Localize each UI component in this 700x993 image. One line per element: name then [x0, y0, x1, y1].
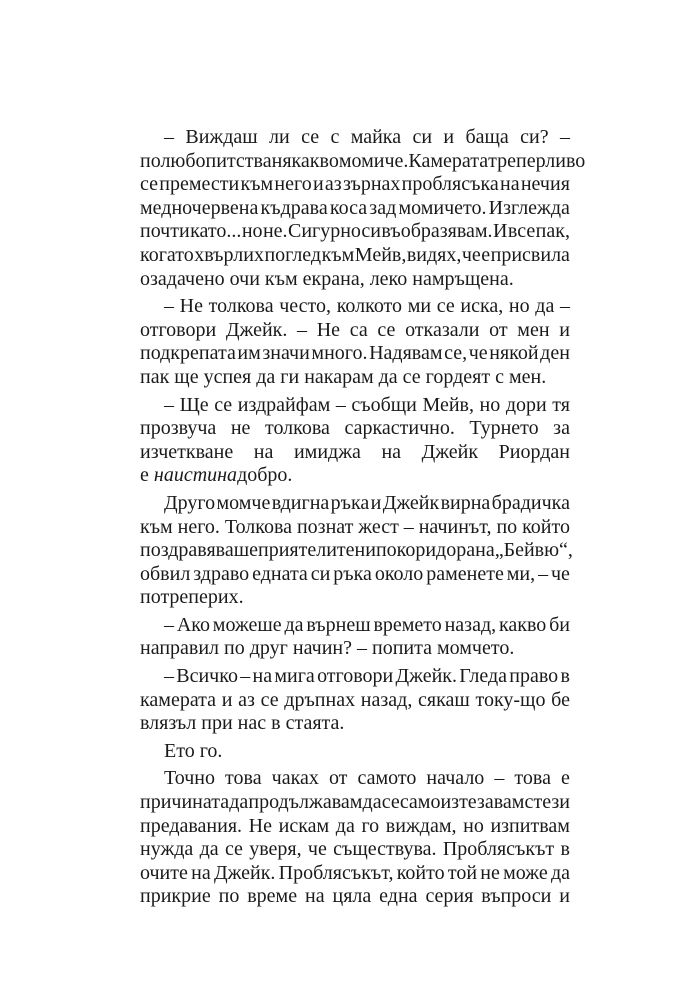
word: поздравяваше — [140, 539, 259, 562]
word: си — [361, 220, 381, 243]
word: се — [260, 688, 279, 711]
word: тя — [552, 393, 570, 416]
word: брадичка — [491, 491, 570, 514]
word: – — [560, 126, 570, 148]
text-line — [140, 689, 570, 713]
word: да — [284, 613, 304, 636]
word: и — [370, 491, 382, 514]
text-line — [140, 862, 570, 886]
word: Джейк — [421, 440, 479, 463]
word: ли — [269, 126, 290, 148]
word: попита — [371, 637, 432, 660]
word: с — [330, 126, 340, 148]
word: едната — [252, 562, 308, 585]
word: да — [550, 861, 570, 884]
word: – — [240, 665, 251, 688]
word: като... — [190, 220, 242, 243]
word: това — [225, 767, 262, 790]
word: намръщена. — [412, 267, 514, 290]
text-line — [140, 220, 570, 244]
word: отказали — [405, 318, 480, 341]
word: в — [560, 665, 570, 688]
word: въпроси — [481, 885, 552, 908]
word: саркастично. — [344, 417, 455, 440]
word: него. — [177, 515, 220, 538]
word: Джейк. — [395, 665, 458, 688]
word: Надявам — [369, 342, 443, 365]
word: момчето. — [436, 637, 515, 660]
word: е — [561, 767, 570, 790]
word: да — [199, 838, 219, 861]
word: – — [164, 126, 174, 148]
paragraph — [140, 295, 570, 389]
word: влязъл — [140, 712, 197, 735]
word: поглед — [264, 243, 322, 266]
word: успея — [203, 365, 252, 388]
word: дори — [505, 393, 547, 416]
word: вдигна — [271, 491, 330, 514]
text-line — [140, 149, 586, 174]
word: видях, — [406, 243, 462, 266]
word: гордеят — [425, 365, 491, 388]
word: зърнах — [342, 173, 401, 196]
word: дръпнах — [284, 688, 356, 711]
word: толкова — [208, 295, 274, 318]
word: – — [164, 295, 174, 318]
word: Джейк — [382, 491, 440, 514]
word: си — [310, 562, 331, 585]
word: някакво — [271, 149, 339, 172]
word: се — [224, 838, 243, 861]
text-line — [140, 366, 570, 390]
word: зад — [369, 196, 397, 219]
word: Турнето — [469, 417, 539, 440]
word: ръка — [330, 491, 370, 514]
word: на — [252, 665, 273, 688]
text-line — [140, 885, 570, 909]
word: да — [335, 814, 355, 837]
word: когато — [140, 243, 194, 266]
word: баща — [465, 126, 509, 148]
text-line — [164, 126, 570, 150]
word: серия — [425, 885, 474, 908]
word: Проблясъкът — [442, 838, 555, 861]
word: ще — [174, 365, 199, 388]
word: е — [481, 243, 491, 266]
word: камерата — [140, 688, 217, 711]
word: премести — [159, 173, 240, 196]
word: че — [307, 838, 327, 861]
word: здраво — [193, 562, 250, 585]
paragraph — [140, 665, 570, 736]
word: ни — [354, 539, 376, 562]
word: на — [381, 440, 402, 463]
paragraph — [140, 126, 586, 291]
word: начало — [426, 767, 485, 790]
word: полюбопитства — [140, 149, 272, 172]
word: се — [301, 126, 320, 148]
word: го — [361, 814, 380, 837]
word: искам — [278, 814, 330, 837]
word: в — [560, 838, 570, 861]
word: очи — [229, 267, 260, 290]
word: е наистинадобро. — [140, 464, 293, 487]
word: пак — [140, 365, 170, 388]
text-line — [140, 342, 570, 366]
word: Джейк. — [213, 861, 276, 884]
word: нечия — [520, 173, 570, 196]
word: Джейк. — [225, 318, 288, 341]
word: самоизтезавам — [399, 791, 525, 814]
word: стаята. — [285, 712, 345, 735]
word: проблясъка — [401, 173, 499, 196]
word: не — [480, 861, 500, 884]
word: изпитвам — [490, 814, 570, 837]
word: очите — [140, 861, 188, 884]
word: Точно — [164, 767, 215, 790]
word: продължавам — [248, 791, 363, 814]
paragraph — [140, 740, 570, 764]
word: току-що — [475, 688, 546, 711]
word: на — [191, 861, 211, 884]
word: – — [403, 515, 414, 538]
text-line — [140, 516, 570, 540]
word: – — [164, 393, 174, 416]
word: Сигурно — [287, 220, 361, 243]
word: назад, — [444, 613, 497, 636]
word: по — [218, 885, 240, 908]
word: съобщи — [351, 393, 417, 416]
text-line — [140, 268, 570, 292]
word: Риордан — [498, 440, 570, 463]
word: че — [468, 342, 488, 365]
text-line — [140, 197, 570, 221]
word: за — [553, 417, 570, 440]
word: Не — [179, 295, 203, 318]
word: какво — [498, 613, 547, 636]
word: познат — [296, 515, 354, 538]
word: от — [328, 767, 348, 790]
word: често, — [279, 295, 332, 318]
word: Гледа — [459, 665, 508, 688]
word: – — [559, 295, 570, 318]
word: който — [396, 861, 445, 884]
word: на — [253, 440, 274, 463]
text-line — [140, 586, 570, 610]
word: присвила — [490, 243, 570, 266]
word: екрана, — [302, 267, 365, 290]
word: отговори — [140, 318, 217, 341]
word: аз — [324, 173, 342, 196]
word: треперливо — [488, 149, 586, 172]
word: подкрепата — [140, 342, 236, 365]
word: потреперих. — [140, 586, 244, 609]
word: майка — [350, 126, 402, 148]
word: на — [475, 539, 495, 562]
word: се — [436, 295, 455, 318]
word: да — [256, 365, 276, 388]
word: приятелите — [258, 539, 355, 562]
word: се, — [444, 342, 468, 365]
text-line — [140, 838, 570, 862]
word: да — [378, 365, 398, 388]
text-line — [140, 173, 570, 197]
word: се — [402, 365, 421, 388]
word: вирна — [440, 491, 491, 514]
word: който — [522, 515, 570, 538]
word: аз — [238, 688, 255, 711]
word: се — [381, 791, 400, 814]
word: И — [493, 220, 508, 243]
text-line — [140, 815, 570, 839]
word: медночервена — [140, 196, 259, 219]
word: прикрие — [140, 885, 211, 908]
word: раменете — [426, 562, 504, 585]
word: предавания. — [140, 814, 243, 837]
word: и — [559, 318, 570, 341]
text-line — [140, 441, 570, 465]
word: направил — [140, 637, 220, 660]
word: озадачено — [140, 267, 225, 290]
word: – — [164, 665, 174, 688]
word: от — [489, 318, 508, 341]
paragraph — [140, 767, 570, 909]
word: чаках — [271, 767, 319, 790]
word: им — [237, 342, 261, 365]
word: пак, — [535, 220, 570, 243]
word: се — [214, 393, 233, 416]
word: коса — [329, 196, 368, 219]
word: цяла — [332, 885, 372, 908]
word: много. — [311, 342, 368, 365]
word: мен. — [509, 365, 547, 388]
word: при — [201, 712, 233, 735]
text-line — [140, 712, 570, 736]
word: в — [271, 712, 281, 735]
word: да — [535, 295, 555, 318]
word: тези — [533, 791, 570, 814]
word: мига — [274, 665, 315, 688]
word: и — [443, 126, 455, 148]
word: Виждаш — [185, 126, 258, 148]
text-line — [140, 319, 570, 343]
word: някой — [489, 342, 539, 365]
word: но — [508, 295, 530, 318]
word: че — [461, 243, 481, 266]
word: – — [297, 318, 308, 341]
word: и — [221, 688, 233, 711]
word: – — [538, 562, 549, 585]
word: време — [247, 885, 298, 908]
word: ден — [540, 342, 570, 365]
word: назад, — [360, 688, 413, 711]
text-line — [140, 563, 570, 587]
word: ми — [407, 295, 432, 318]
text-line — [140, 539, 573, 563]
word: виждам, — [385, 814, 457, 837]
text-line — [140, 637, 570, 661]
text-line — [140, 791, 570, 815]
word: около — [374, 562, 424, 585]
word: бе — [551, 688, 570, 711]
word: към — [321, 243, 355, 266]
word: можеше — [212, 613, 282, 636]
text-line — [140, 244, 570, 268]
word: Не — [248, 814, 272, 837]
text-line — [164, 767, 570, 791]
word: може — [503, 861, 548, 884]
word: отговори — [317, 665, 394, 688]
word: на — [304, 885, 325, 908]
word: би — [549, 613, 570, 636]
word: една — [379, 885, 418, 908]
word: нужда — [140, 838, 194, 861]
word: по — [496, 515, 518, 538]
word: го. — [199, 739, 223, 762]
body-text — [140, 126, 586, 909]
word: толкова — [264, 417, 330, 440]
word: мен — [517, 318, 550, 341]
word: право — [509, 665, 559, 688]
word: почти — [140, 220, 190, 243]
word: не — [230, 417, 251, 440]
word: имиджа — [293, 440, 361, 463]
text-line — [164, 394, 570, 418]
text-line — [140, 464, 570, 488]
word: Всичко — [176, 665, 238, 688]
word: – — [356, 637, 367, 660]
word: хвърлих — [194, 243, 264, 266]
word: но — [241, 220, 263, 243]
word: Изглежда — [488, 196, 570, 219]
word: въобразявам. — [381, 220, 493, 243]
word: той — [447, 861, 478, 884]
word: и — [312, 173, 324, 196]
word: към — [240, 173, 274, 196]
word: Толкова — [224, 515, 293, 538]
word: леко — [369, 267, 408, 290]
word: че — [551, 562, 570, 585]
text-line — [164, 665, 570, 689]
word: прозвуча — [140, 417, 217, 440]
word: да — [362, 791, 382, 814]
word: самото — [357, 767, 417, 790]
word: с — [495, 365, 504, 388]
word: сякаш — [418, 688, 470, 711]
word: обвил — [140, 562, 191, 585]
word: къдрава — [260, 196, 328, 219]
word: значи — [262, 342, 310, 365]
text-line — [164, 295, 570, 319]
text-line — [164, 614, 570, 638]
word: да — [229, 791, 249, 814]
word: времето — [373, 613, 442, 636]
word: – — [164, 613, 174, 636]
word: „Бейвю“, — [494, 539, 573, 562]
word: накарам — [304, 365, 374, 388]
word: Ето — [164, 739, 195, 762]
word: начинът, — [418, 515, 492, 538]
word: Ще — [179, 393, 209, 416]
word: начин? — [292, 637, 352, 660]
word: уверя, — [249, 838, 302, 861]
word: и — [559, 885, 570, 908]
word: не. — [262, 220, 288, 243]
word: – — [494, 767, 505, 790]
word: иска, — [460, 295, 504, 318]
word: – — [335, 393, 346, 416]
word: към — [140, 515, 173, 538]
word: Камерата — [408, 149, 489, 172]
word: момче — [216, 491, 271, 514]
emphasis: наистина — [153, 464, 238, 487]
word: друг — [249, 637, 288, 660]
word: жест — [358, 515, 399, 538]
word: се — [140, 173, 158, 196]
word: коридора — [396, 539, 476, 562]
paragraph — [140, 614, 570, 661]
word: Не — [316, 318, 341, 341]
word: върнеш — [306, 613, 371, 636]
word: Мейв, — [354, 243, 407, 266]
word: се — [377, 318, 396, 341]
word: издрайфам — [237, 393, 331, 416]
word: него — [274, 173, 312, 196]
text-line — [164, 740, 570, 764]
word: изчеткване — [140, 440, 234, 463]
text-line — [164, 492, 570, 516]
word: Мейв, — [422, 393, 474, 416]
word: причината — [140, 791, 230, 814]
word: ръка — [333, 562, 372, 585]
word: съществува. — [333, 838, 437, 861]
word: колкото — [336, 295, 403, 318]
word: на — [500, 173, 520, 196]
word: по — [224, 637, 245, 660]
word: Проблясъкът, — [278, 861, 394, 884]
word: но — [463, 814, 484, 837]
word: си — [412, 126, 433, 148]
text-line — [140, 417, 570, 441]
word: са — [349, 318, 368, 341]
word: по — [375, 539, 397, 562]
paragraph — [140, 491, 573, 610]
word: това — [514, 767, 551, 790]
word: към — [264, 267, 298, 290]
word: Ако — [176, 613, 210, 636]
word: момичето. — [398, 196, 487, 219]
paragraph — [140, 394, 570, 488]
word: нас — [237, 712, 267, 735]
word: но — [479, 393, 501, 416]
word: с — [524, 791, 534, 814]
word: ми, — [506, 562, 536, 585]
word: ги — [280, 365, 300, 388]
word: Друго — [164, 491, 216, 514]
word: все — [507, 220, 536, 243]
word: момиче. — [338, 149, 409, 172]
word: си? — [520, 126, 549, 148]
